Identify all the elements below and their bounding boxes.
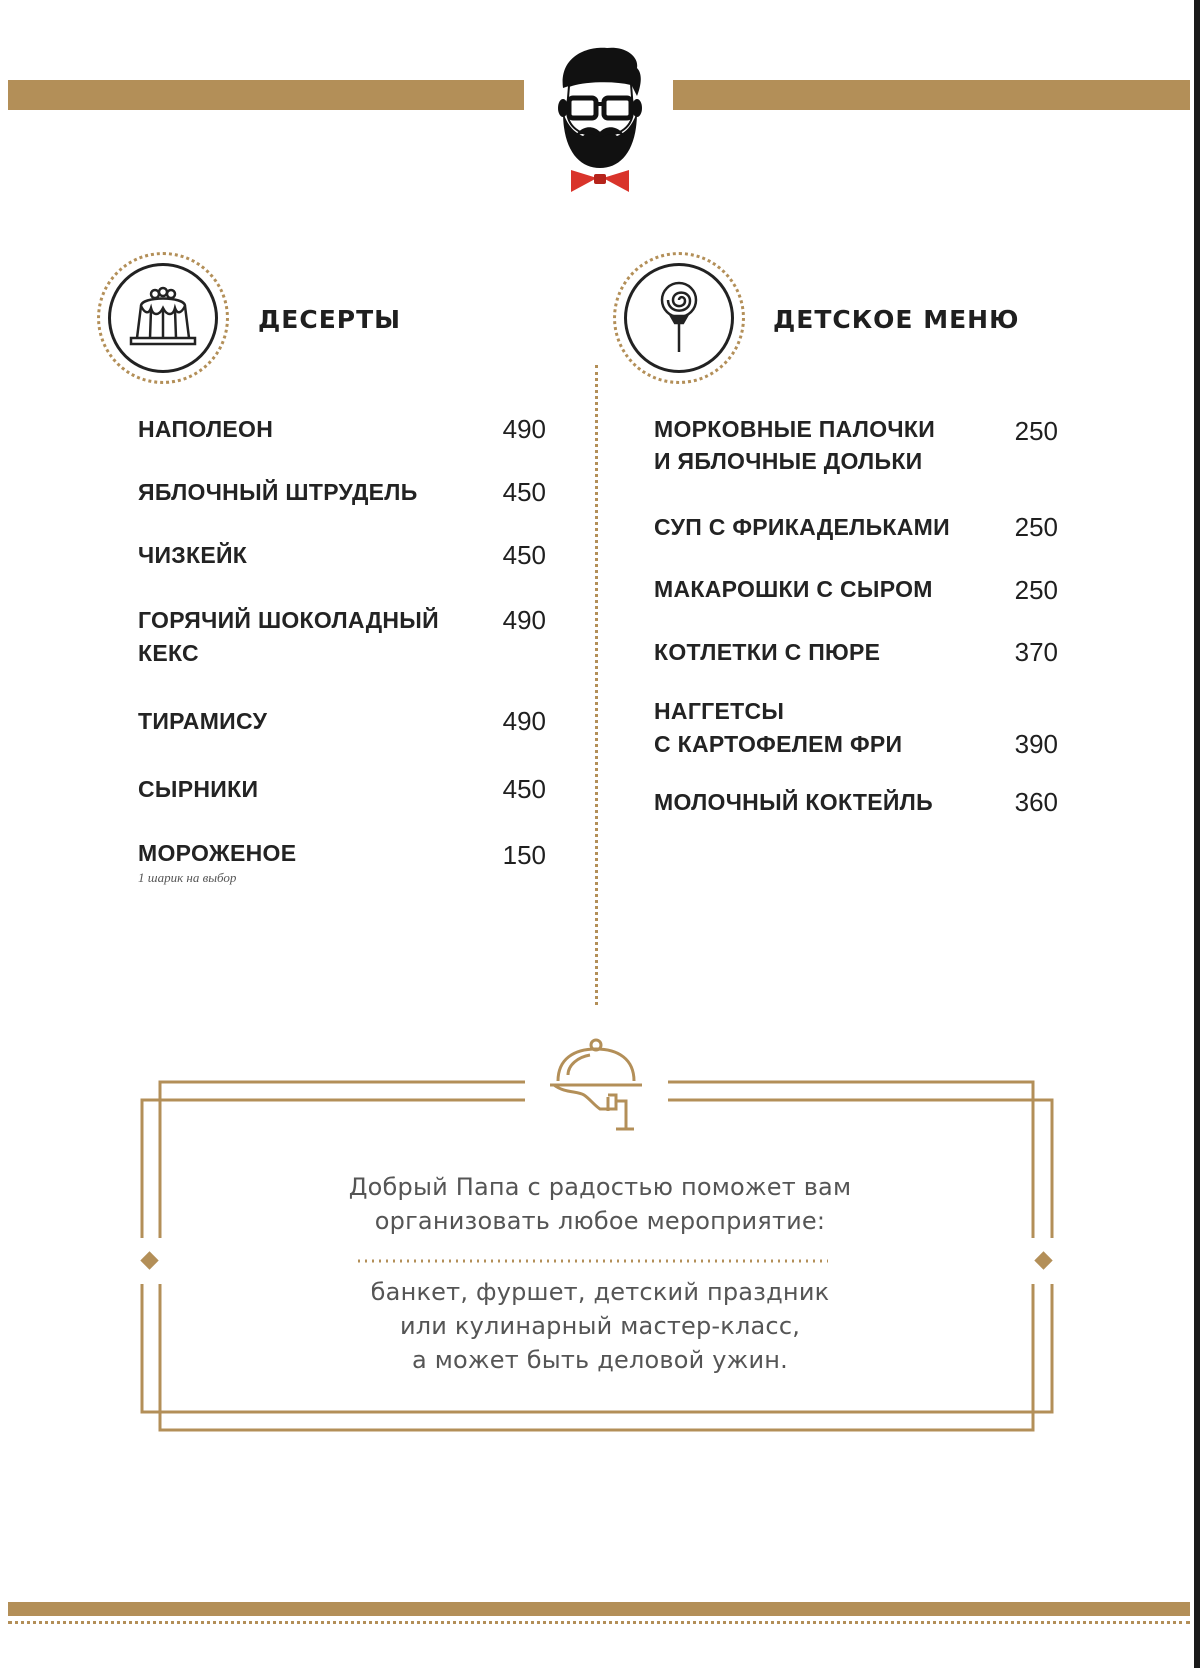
menu-item-price: 490 [502,605,546,635]
desserts-title: ДЕСЕРТЫ [258,305,402,334]
events-intro-line2: организовать любое мероприятие: [374,1207,826,1235]
menu-item-name: МОЛОЧНЫЙ КОКТЕЙЛЬ [654,789,933,815]
menu-item-price: 250 [1014,575,1058,605]
menu-item-name: ТИРАМИСУ [138,708,268,734]
menu-item-name: НАГГЕТСЫ [654,698,785,724]
menu-item-price: 390 [1014,729,1058,759]
events-detail-line1: банкет, фуршет, детский праздник [370,1278,830,1306]
menu-item-price: 450 [502,477,546,507]
menu-item-name: СУП С ФРИКАДЕЛЬКАМИ [654,514,950,540]
menu-item-price: 370 [1014,637,1058,667]
menu-item-price: 450 [502,540,546,570]
bottom-bar [8,1602,1190,1616]
menu-item-name-line2: И ЯБЛОЧНЫЕ ДОЛЬКИ [654,448,923,474]
menu-item-price: 150 [502,840,546,870]
menu-item-price: 490 [502,706,546,736]
bottom-dotted-line [8,1621,1190,1624]
menu-item-price: 250 [1014,512,1058,542]
serving-cloche-icon [544,1035,648,1135]
kids-menu-title: ДЕТСКОЕ МЕНЮ [773,305,1020,334]
events-detail-line3: а может быть деловой ужин. [411,1346,788,1374]
menu-item-price: 360 [1014,787,1058,817]
menu-item-price: 450 [502,774,546,804]
menu-item-name: ЯБЛОЧНЫЙ ШТРУДЕЛЬ [138,479,418,505]
menu-item-name: МОРОЖЕНОЕ [138,840,297,866]
menu-item-price: 250 [1014,416,1058,446]
menu-item-name: СЫРНИКИ [138,776,259,802]
menu-item-note: 1 шарик на выбор [138,870,237,885]
events-intro-line1: Добрый Папа с радостью поможет вам [348,1173,852,1201]
menu-item-name: МОРКОВНЫЕ ПАЛОЧКИ [654,416,936,442]
menu-item-name: ГОРЯЧИЙ ШОКОЛАДНЫЙ [138,607,439,633]
menu-item-name-line2: С КАРТОФЕЛЕМ ФРИ [654,731,903,757]
menu-item-name: МАКАРОШКИ С СЫРОМ [654,576,933,602]
menu-item-price: 490 [502,414,546,444]
events-detail-line2: или кулинарный мастер-класс, [399,1312,801,1340]
menu-item-name: НАПОЛЕОН [138,416,274,442]
menu-item-name-line2: КЕКС [138,640,199,666]
menu-item-name: ЧИЗКЕЙК [138,542,248,568]
menu-item-name: КОТЛЕТКИ С ПЮРЕ [654,639,881,665]
